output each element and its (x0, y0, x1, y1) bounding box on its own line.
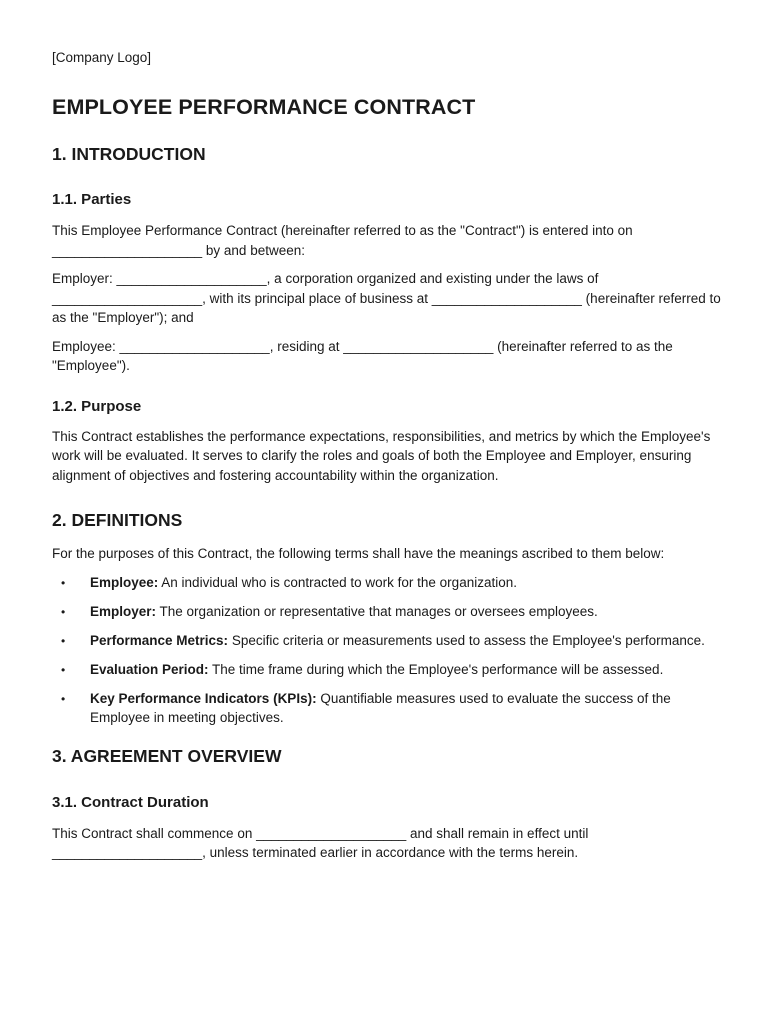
subsection-purpose-heading: 1.2. Purpose (52, 397, 142, 415)
definitions-intro: For the purposes of this Contract, the following terms shall have the meanings ascribed to them below: (52, 546, 665, 561)
definition-text: An individual who is contracted to work for the organization. (158, 574, 517, 590)
bullet-icon: • (61, 575, 66, 590)
definitions-list (52, 573, 724, 728)
bullet-icon: • (61, 691, 66, 706)
section-agreement-overview-heading: 3. AGREEMENT OVERVIEW (52, 745, 282, 766)
definition-item (52, 689, 724, 728)
parties-paragraph-intro: This Employee Performance Contract (hereinafter referred to as the "Contract") is entered into on ____________________ by and between: (52, 223, 633, 258)
definition-item (52, 631, 724, 651)
bullet-icon: • (61, 604, 66, 619)
definition-text: The organization or representative that manages or oversees employees. (156, 603, 598, 619)
parties-paragraph-employee: Employee: ____________________, residing at ____________________ (hereinafter referred to as the "Employee"). (52, 338, 673, 373)
definition-item (52, 573, 724, 593)
definition-text: Specific criteria or measurements used to assess the Employee's performance. (228, 632, 705, 648)
section-definitions-heading: 2. DEFINITIONS (52, 510, 183, 530)
subsection-contract-duration-heading: 3.1. Contract Duration (52, 793, 209, 811)
definition-text: The time frame during which the Employee's performance will be assessed. (208, 661, 664, 677)
definition-term: Employer: (90, 603, 157, 619)
definition-item (52, 660, 724, 680)
definition-term: Employee: (90, 574, 159, 590)
document-page (52, 48, 724, 863)
subsection-parties-heading: 1.1. Parties (52, 191, 132, 208)
section-introduction-heading: 1. INTRODUCTION (52, 144, 206, 164)
bullet-icon: • (61, 633, 66, 648)
definition-term: Performance Metrics: (90, 632, 229, 648)
parties-paragraph-employer: Employer: ____________________, a corporation organized and existing under the laws of ____________________, with its principal place of business at ____________________ (hereinafter referred to as the "Employer"); and (52, 271, 721, 325)
definition-text: Quantifiable measures used to evaluate the success of the Employee in meeting objectives. (90, 690, 671, 725)
company-logo-placeholder: [Company Logo] (52, 50, 152, 65)
purpose-paragraph: This Contract establishes the performance expectations, responsibilities, and metrics by which the Employee's work will be evaluated. It serves to clarify the roles and goals of both the Employee and Employer, ensuring alignment of objectives and fostering accountability within the organization. (52, 428, 711, 483)
definition-item (52, 602, 724, 622)
bullet-icon: • (61, 662, 66, 677)
document-title: EMPLOYEE PERFORMANCE CONTRACT (52, 95, 476, 119)
definition-term: Key Performance Indicators (KPIs): (90, 690, 317, 706)
contract-duration-paragraph: This Contract shall commence on ____________________ and shall remain in effect until ____________________, unless terminated earlier in accordance with the terms herein. (52, 825, 589, 860)
definition-term: Evaluation Period: (90, 661, 209, 677)
